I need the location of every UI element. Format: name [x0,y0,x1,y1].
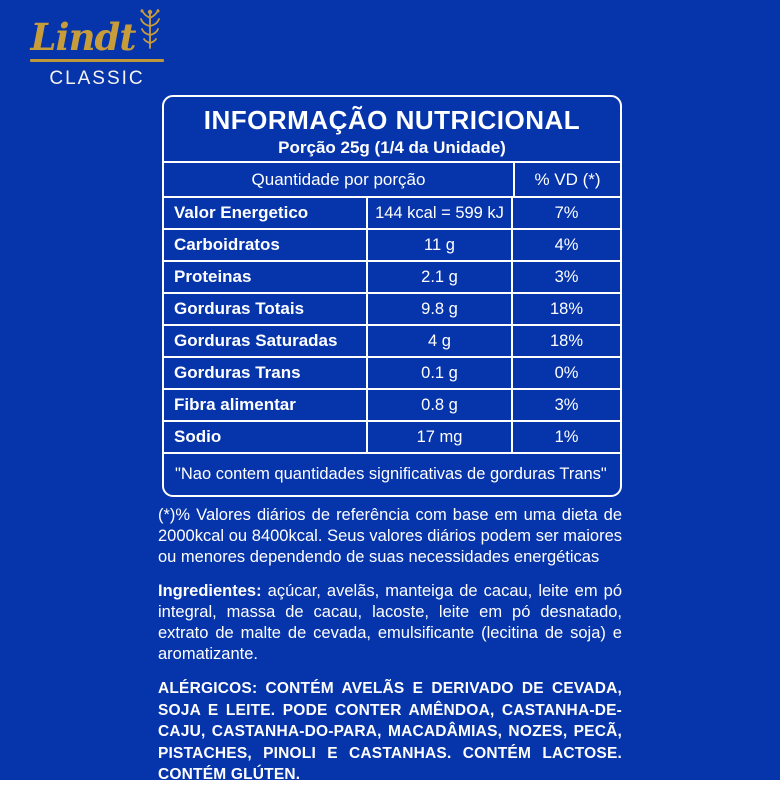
ingredients-text: açúcar, avelãs, manteiga de cacau, leite em pó integral, massa de cacau, lacoste, leite em pó desnatado, extrato de malte de cevada, emulsificante (lecitina de soja) e aromatizante. [158,582,622,663]
row-value: 17 mg [366,422,513,452]
row-label: Fibra alimentar [174,395,296,414]
row-value: 11 g [366,230,513,260]
row-vd: 18% [549,331,584,350]
label-copy [158,505,622,786]
row-vd: 4% [554,235,579,254]
panel-subtitle: Porção 25g (1/4 da Unidade) [278,137,506,157]
classic-label: CLASSIC [49,68,145,89]
nutrition-panel [162,95,622,497]
row-label: Carboidratos [174,235,280,254]
row-label: Valor Energetico [174,203,309,222]
ingredients-label: Ingredientes: [158,582,262,600]
row-vd: 3% [554,267,579,286]
row-label: Gorduras Trans [174,363,301,382]
row-label: Proteinas [174,267,252,286]
row-value: 144 kcal = 599 kJ [366,198,513,228]
row-value: 0.8 g [366,390,513,420]
row-vd: 0% [554,363,579,382]
table-row [164,420,620,452]
thistle-sprig-icon [137,8,163,55]
gold-underline [30,59,164,62]
panel-title-block [164,97,620,161]
table-header-row [164,161,620,196]
column-header-quantity: Quantidade por porção [251,169,426,189]
row-label: Gorduras Saturadas [174,331,338,350]
row-label: Gorduras Totais [174,299,305,318]
table-row [164,292,620,324]
row-vd: 7% [554,203,579,222]
panel-title: INFORMAÇÃO NUTRICIONAL [203,104,581,135]
row-value: 9.8 g [366,294,513,324]
table-row [164,388,620,420]
row-label: Sodio [174,427,222,446]
table-row [164,356,620,388]
table-row [164,260,620,292]
row-value: 2.1 g [366,262,513,292]
table-row [164,196,620,228]
daily-values-note: (*)% Valores diários de referência com base em uma dieta de 2000kcal ou 8400kcal. Seus valores diários podem ser maiores ou menores dependendo de suas necessidades energéticas [158,506,622,566]
table-footnote: "Nao contem quantidades significativas de gorduras Trans" [164,452,620,495]
ingredients-paragraph [158,581,622,665]
row-value: 0.1 g [366,358,513,388]
allergens-paragraph: ALÉRGICOS: CONTÉM AVELÃS E DERIVADO DE CEVADA, SOJA E LEITE. PODE CONTER AMÊNDOA, CASTANHA-DE-CAJU, CASTANHA-DO-PARA, MACADÂMIAS, NOZES, PECÃ, PISTACHES, PINOLI E CASTANHAS. CONTÉM LACTOSE. CONTÉM GLÚTEN. [158,680,622,783]
table-row [164,228,620,260]
row-vd: 1% [554,427,579,446]
row-vd: 3% [554,395,579,414]
table-row [164,324,620,356]
row-vd: 18% [549,299,584,318]
lindt-logo [30,8,164,90]
column-header-vd: % VD (*) [513,163,620,196]
lindt-script-wordmark: Lindt [30,15,136,59]
row-value: 4 g [366,326,513,356]
